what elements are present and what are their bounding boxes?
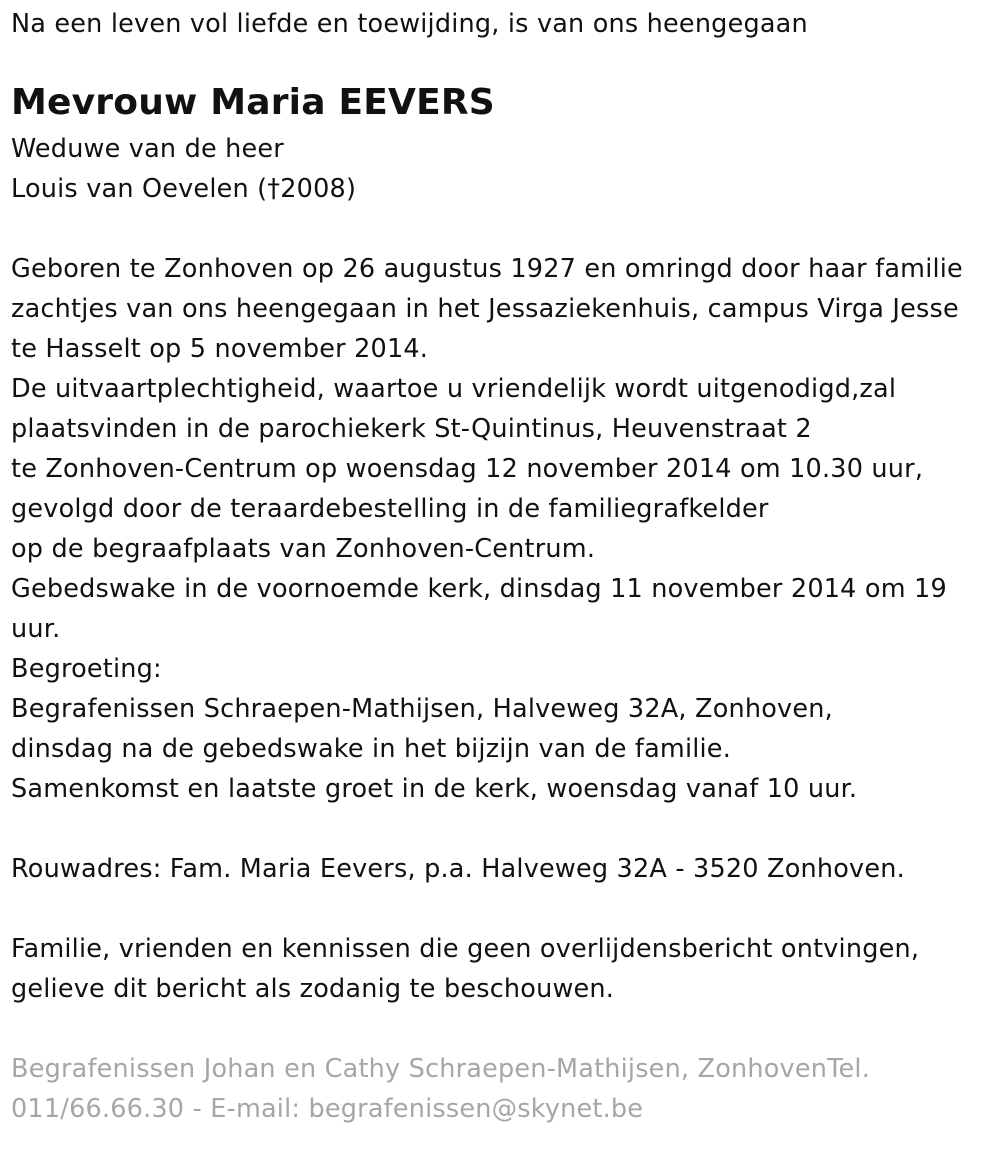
- body-line: gevolgd door de teraardebestelling in de familiegrafkelder: [11, 494, 769, 524]
- mourning-address: Rouwadres: Fam. Maria Eevers, p.a. Halveweg 32A - 3520 Zonhoven.: [11, 854, 905, 884]
- body-line: uur.: [11, 614, 61, 644]
- body-line: dinsdag na de gebedswake in het bijzijn van de familie.: [11, 734, 731, 764]
- spouse-info: [11, 129, 996, 209]
- closing-note: [11, 929, 996, 1009]
- body-line: Begroeting:: [11, 654, 162, 684]
- body-line: Begrafenissen Schraepen-Mathijsen, Halveweg 32A, Zonhoven,: [11, 694, 833, 724]
- body-line: Samenkomst en laatste groet in de kerk, woensdag vanaf 10 uur.: [11, 774, 858, 804]
- body-line: plaatsvinden in de parochiekerk St-Quintinus, Heuvenstraat 2: [11, 414, 812, 444]
- closing-line: Familie, vrienden en kennissen die geen overlijdensbericht ontvingen,: [11, 934, 920, 964]
- body-line: Gebedswake in de voornoemde kerk, dinsdag 11 november 2014 om 19: [11, 574, 947, 604]
- spouse-line: Louis van Oevelen (†2008): [11, 174, 357, 204]
- body-line: zachtjes van ons heengegaan in het Jessaziekenhuis, campus Virga Jesse: [11, 294, 959, 324]
- intro-text: Na een leven vol liefde en toewijding, is van ons heengegaan: [11, 9, 808, 39]
- obituary-notice: [11, 0, 996, 1129]
- footer-line: 011/66.66.30 - E-mail: begrafenissen@skynet.be: [11, 1094, 644, 1124]
- body-line: De uitvaartplechtigheid, waartoe u vriendelijk wordt uitgenodigd,zal: [11, 374, 897, 404]
- body-line: op de begraafplaats van Zonhoven-Centrum.: [11, 534, 596, 564]
- deceased-name: Mevrouw Maria EEVERS: [11, 82, 495, 123]
- closing-line: gelieve dit bericht als zodanig te beschouwen.: [11, 974, 615, 1004]
- body-line: te Zonhoven-Centrum op woensdag 12 november 2014 om 10.30 uur,: [11, 454, 924, 484]
- body-line: te Hasselt op 5 november 2014.: [11, 334, 429, 364]
- funeral-home-footer: [11, 1049, 996, 1129]
- footer-line: Begrafenissen Johan en Cathy Schraepen-Mathijsen, ZonhovenTel.: [11, 1054, 871, 1084]
- notice-body: [11, 249, 996, 809]
- body-line: Geboren te Zonhoven op 26 augustus 1927 en omringd door haar familie: [11, 254, 963, 284]
- spouse-line: Weduwe van de heer: [11, 134, 284, 164]
